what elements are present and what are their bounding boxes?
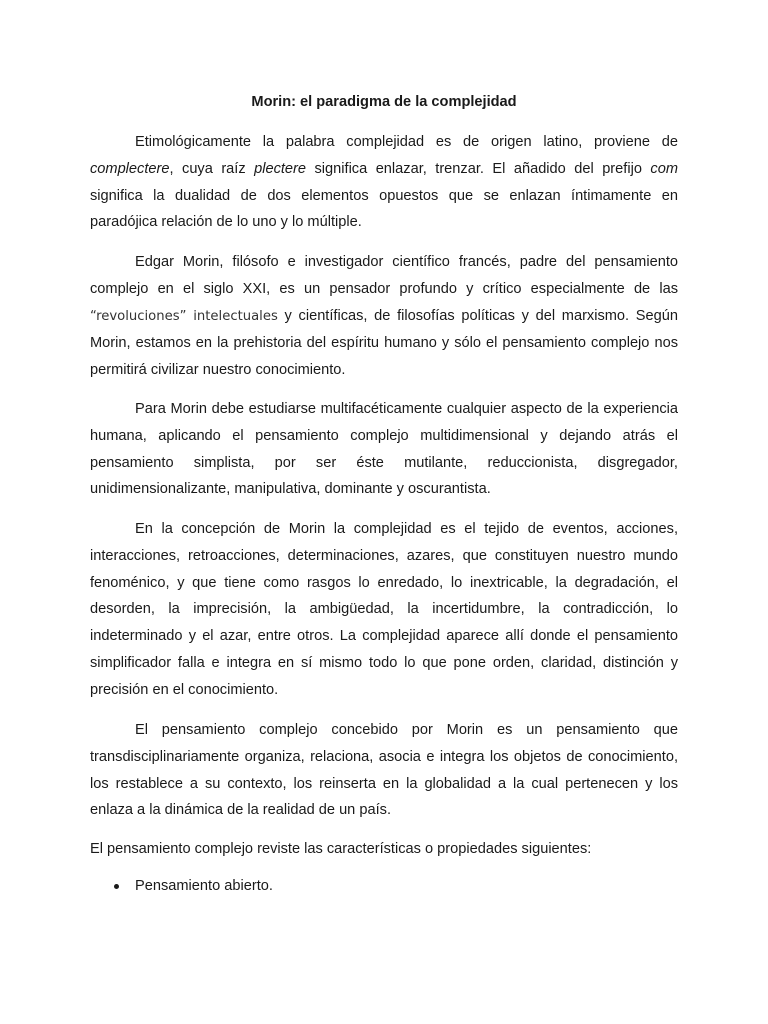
paragraph-complexity-concept: En la concepción de Morin la complejidad es el tejido de eventos, acciones, interacciones, retroacciones, determinaciones, azares, que constituyen nuestro mundo fenoménico, y que tiene como rasgos lo enredado, lo inextricable, la degradación, el desorden, la imprecisión, la ambigüedad, la incertidumbre, la contradicción, lo indeterminado y el azar, entre otros. La complejidad aparece allí donde el pensamiento simplificador falla e integra en sí mismo todo lo que pone orden, claridad, distinción y precisión en el conocimiento. [90,521,678,698]
bullet-icon [114,884,119,889]
paragraph-complex-thinking: El pensamiento complejo concebido por Morin es un pensamiento que transdisciplinariamente organiza, relaciona, asocia e integra los objetos de conocimiento, los restablece a su contexto, los reinserta en la globalidad a la cual pertenecen y los enlaza a la dinámica de la realidad de un país. [90,722,678,819]
paragraph-text: significa enlazar, trenzar. El añadido del prefijo [306,160,651,177]
italic-term-plectere: plectere [254,160,307,177]
paragraph-text: Etimológicamente la palabra complejidad es de origen latino, proviene de [135,134,678,150]
paragraph-text: significa la dualidad de dos elementos opuestos que se enlazan íntimamente en paradójica relación de lo uno y lo múltiple. [90,187,678,231]
paragraph-edgar-morin [90,249,678,384]
paragraph-characteristics-intro: El pensamiento complejo reviste las características o propiedades siguientes: [90,841,592,857]
paragraph-text: y científicas, de filosofías políticas y del marxismo. Según Morin, estamos en la prehistoria del espíritu humano y sólo el pensamiento complejo nos permitirá civilizar nuestro conocimiento. [90,307,678,379]
italic-term-complectere: complectere [90,160,170,177]
list-item-label: Pensamiento abierto. [135,878,273,894]
paragraph-multifaceted: Para Morin debe estudiarse multifacéticamente cualquier aspecto de la experiencia humana, aplicando el pensamiento complejo multidimensional y dejando atrás el pensamiento simplista, por ser éste mutilante, reduccionista, disgregador, unidimensionalizante, manipulativa, dominante y oscurantista. [90,401,678,498]
list-item [114,876,273,896]
paragraph-text: Edgar Morin, filósofo e investigador científico francés, padre del pensamiento complejo en el siglo XXI, es un pensador profundo y crítico especialmente de las [90,254,678,297]
paragraph-etymology [90,129,678,236]
document-title: Morin: el paradigma de la complejidad [251,94,517,110]
paragraph-text: , cuya raíz [169,160,255,177]
italic-term-com: com [650,160,678,177]
quoted-phrase: “revoluciones” intelectuales [90,308,278,324]
